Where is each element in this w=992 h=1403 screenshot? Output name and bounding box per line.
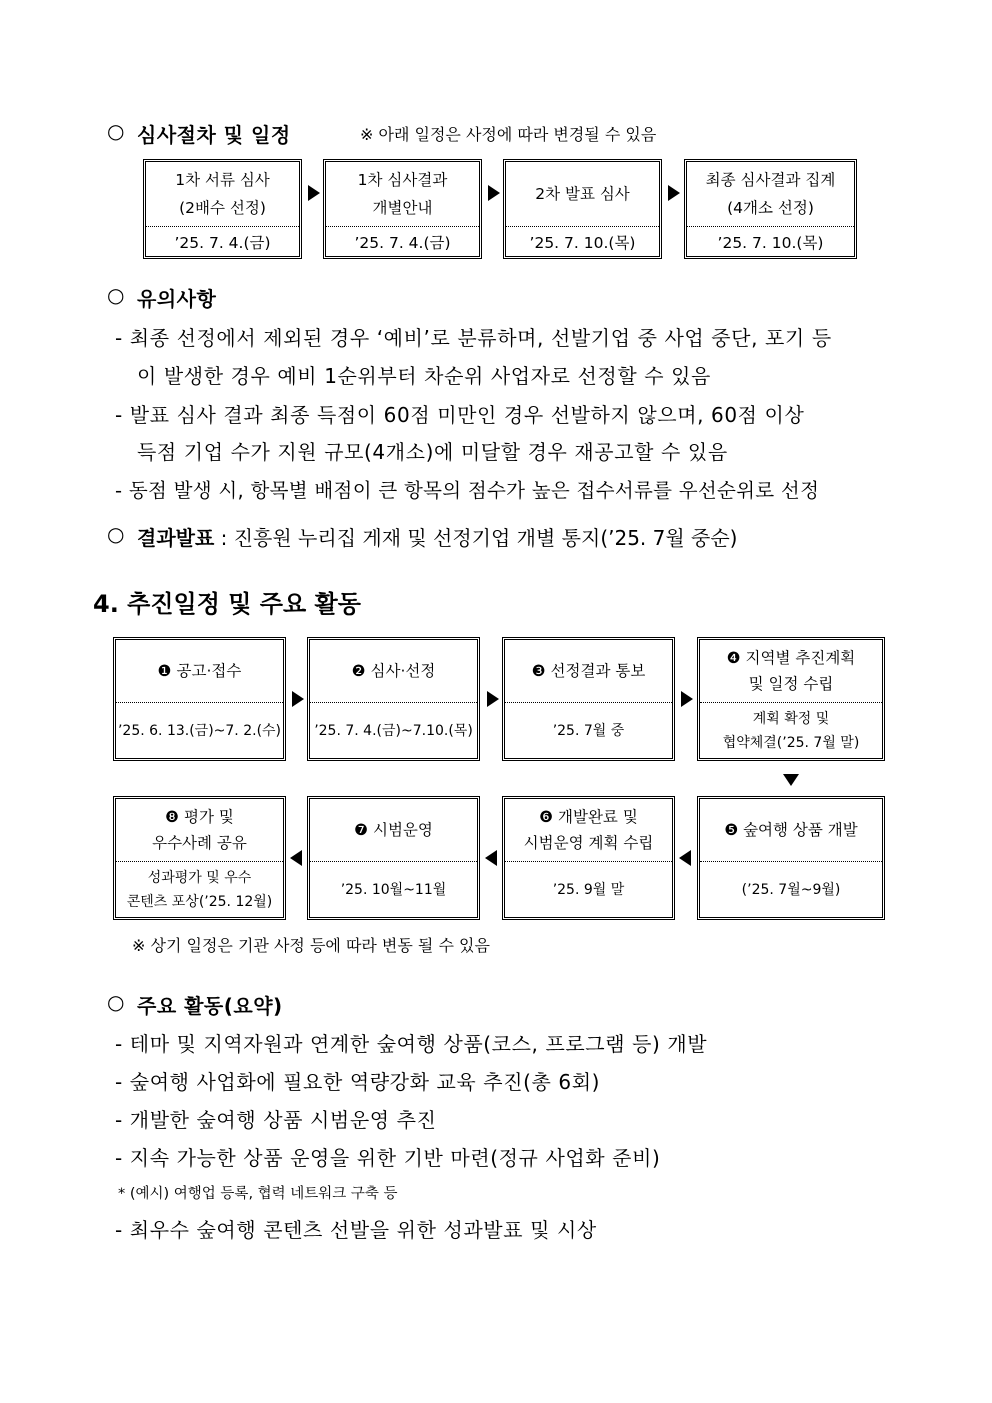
review-note: ※ 아래 일정은 사정에 따라 변경될 수 있음	[360, 125, 657, 144]
schedule-step-4-title2: 및 일정 수립	[748, 675, 834, 693]
review-step-2-line2: 개별안내	[372, 199, 433, 217]
schedule-step-1-num: ❶	[157, 662, 172, 680]
activity-item-3: - 개발한 숲여행 상품 시범운영 추진	[115, 1108, 437, 1132]
schedule-step-8-title: 평가 및	[183, 808, 234, 826]
schedule-step-2-title: 심사·선정	[370, 662, 436, 680]
activities-bullet-circle: ○	[107, 990, 125, 1014]
result-text: : 진흥원 누리집 게재 및 선정기업 개별 통지(’25. 7월 중순)	[220, 526, 738, 550]
arrow-right-icon	[308, 185, 320, 201]
notice-item-1-line1: - 최종 선정에서 제외된 경우 ‘예비’로 분류하며, 선발기업 중 사업 중단, 포기 등	[115, 326, 832, 350]
schedule-step-2-num: ❷	[351, 662, 366, 680]
schedule-step-3-num: ❸	[531, 662, 546, 680]
schedule-step-8-date1: 성과평가 및 우수	[147, 869, 252, 886]
notice-bullet-circle: ○	[107, 283, 125, 307]
arrow-right-icon	[668, 185, 680, 201]
schedule-step-4-date1: 계획 확정 및	[752, 710, 830, 727]
review-step-1-date: ’25. 7. 4.(금)	[146, 226, 299, 256]
review-bullet-circle: ○	[107, 119, 125, 143]
schedule-step-7-date: ’25. 10월~11월	[340, 881, 447, 898]
review-step-1-line1: 1차 서류 심사	[175, 171, 270, 189]
activities-title: 주요 활동(요약)	[137, 994, 283, 1018]
notice-item-1-line2: 이 발생한 경우 예비 1순위부터 차순위 사업자로 선정할 수 있음	[137, 364, 711, 388]
notice-title: 유의사항	[137, 287, 217, 311]
review-step-2	[323, 159, 482, 259]
schedule-step-5-date: (’25. 7월~9월)	[741, 881, 841, 898]
schedule-step-4-title: 지역별 추진계획	[745, 649, 856, 667]
review-step-4	[684, 159, 857, 259]
review-step-1	[143, 159, 302, 259]
schedule-step-6-num: ❻	[539, 808, 554, 826]
schedule-step-5	[697, 796, 885, 920]
schedule-step-8-num: ❽	[165, 808, 180, 826]
notice-item-3-line1: - 동점 발생 시, 항목별 배점이 큰 항목의 점수가 높은 접수서류를 우선순위로 선정	[115, 479, 820, 502]
schedule-step-2	[307, 637, 480, 761]
arrow-left-icon	[290, 850, 302, 866]
notice-item-2-line2: 득점 기업 수가 지원 규모(4개소)에 미달할 경우 재공고할 수 있음	[137, 440, 728, 464]
schedule-step-8-date2: 콘텐츠 포상(’25. 12월)	[126, 893, 273, 910]
result-bullet-circle: ○	[107, 522, 125, 546]
schedule-step-5-title: 숲여행 상품 개발	[743, 821, 858, 839]
schedule-step-6-title2: 시범운영 계획 수립	[523, 834, 654, 852]
schedule-step-3	[502, 637, 675, 761]
review-step-3	[503, 159, 662, 259]
schedule-step-8-title2: 우수사례 공유	[152, 834, 247, 852]
schedule-step-6-title: 개발완료 및	[558, 808, 638, 826]
section4-title: 4. 추진일정 및 주요 활동	[93, 590, 361, 618]
arrow-right-icon	[292, 691, 304, 707]
result-line	[137, 522, 738, 551]
activity-item-1: - 테마 및 지역자원과 연계한 숲여행 상품(코스, 프로그램 등) 개발	[115, 1032, 708, 1056]
activity-sub-note: * (예시) 여행업 등록, 협력 네트워크 구축 등	[118, 1186, 398, 1202]
review-step-1-line2: (2배수 선정)	[179, 199, 266, 217]
schedule-step-1-date: ’25. 6. 13.(금)~7. 2.(수)	[117, 722, 282, 739]
arrow-left-icon	[679, 850, 691, 866]
arrow-left-icon	[485, 850, 497, 866]
review-step-3-date: ’25. 7. 10.(목)	[506, 226, 659, 256]
schedule-step-1-title-line	[158, 658, 242, 684]
review-step-3-line1: 2차 발표 심사	[535, 185, 630, 203]
schedule-note: ※ 상기 일정은 기관 사정 등에 따라 변동 될 수 있음	[132, 936, 490, 955]
schedule-step-1-title: 공고·접수	[176, 662, 242, 680]
schedule-step-2-date: ’25. 7. 4.(금)~7.10.(목)	[314, 722, 473, 739]
schedule-step-3-title: 선정결과 통보	[550, 662, 646, 680]
schedule-step-7-title: 시범운영	[372, 821, 433, 839]
arrow-right-icon	[487, 691, 499, 707]
result-label: 결과발표	[137, 526, 215, 550]
arrow-down-icon	[783, 774, 799, 786]
schedule-step-7-num: ❼	[354, 821, 369, 839]
schedule-step-6-date: ’25. 9월 말	[552, 881, 625, 898]
schedule-step-8	[113, 796, 286, 920]
review-step-4-line1: 최종 심사결과 집계	[705, 171, 836, 189]
schedule-step-4-date2: 협약체결(’25. 7월 말)	[722, 734, 860, 751]
review-title: 심사절차 및 일정	[137, 123, 291, 147]
review-step-2-date: ’25. 7. 4.(금)	[326, 226, 479, 256]
activity-item-5: - 최우수 숲여행 콘텐츠 선발을 위한 성과발표 및 시상	[115, 1218, 597, 1242]
schedule-step-6	[502, 796, 675, 920]
notice-item-2-line1: - 발표 심사 결과 최종 득점이 60점 미만인 경우 선발하지 않으며, 60점 이상	[115, 403, 805, 427]
activity-item-2: - 숲여행 사업화에 필요한 역량강화 교육 추진(총 6회)	[115, 1070, 601, 1094]
review-step-4-line2: (4개소 선정)	[727, 199, 814, 217]
activity-item-4: - 지속 가능한 상품 운영을 위한 기반 마련(정규 사업화 준비)	[115, 1146, 661, 1170]
schedule-step-5-num: ❺	[724, 821, 739, 839]
review-step-2-line1: 1차 심사결과	[357, 171, 448, 189]
schedule-step-3-date: ’25. 7월 중	[552, 722, 625, 739]
review-step-4-date: ’25. 7. 10.(목)	[687, 226, 854, 256]
schedule-step-4-num: ❹	[726, 649, 741, 667]
schedule-step-4	[697, 637, 885, 761]
arrow-right-icon	[488, 185, 500, 201]
arrow-right-icon	[681, 691, 693, 707]
schedule-step-7	[307, 796, 480, 920]
schedule-step-1	[113, 637, 286, 761]
